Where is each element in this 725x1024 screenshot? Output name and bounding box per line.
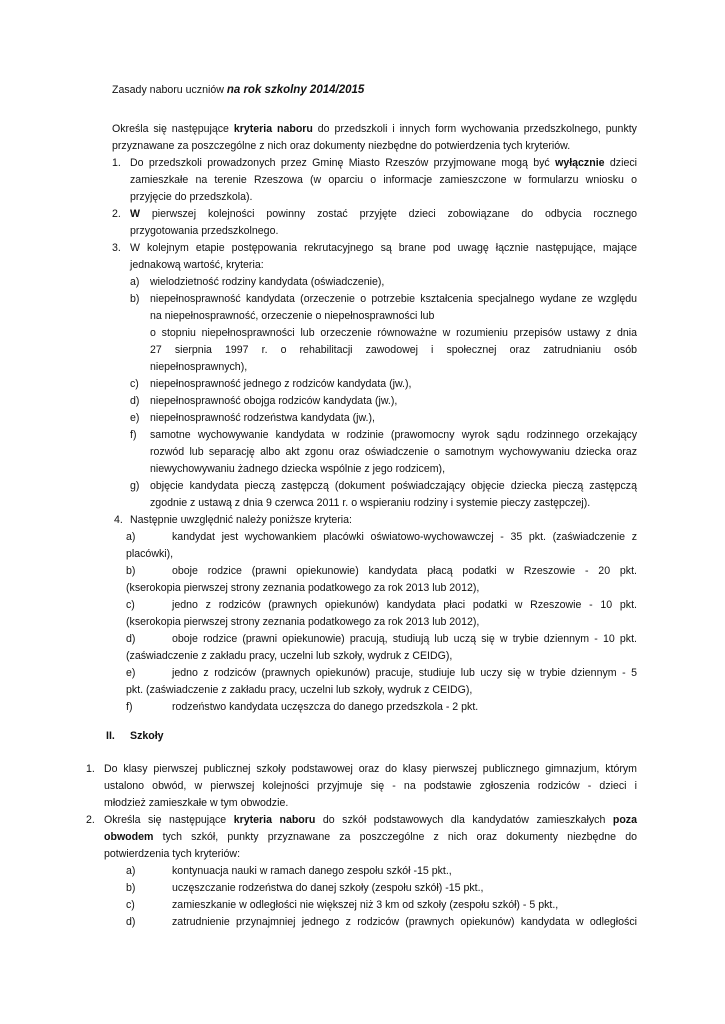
point-2-line-2: przygotowania przedszkolnego.: [130, 225, 279, 237]
point-1-line-3: przyjęcie do przedszkola).: [130, 191, 253, 203]
item-letter: c): [126, 599, 135, 611]
item-letter: c): [126, 899, 135, 911]
point-3-line-1: W kolejnym etapie postępowania rekrutacyjnego są brane pod uwagę łącznie następujące, mające: [130, 242, 637, 254]
point-number: 1.: [112, 157, 121, 169]
item-letter: e): [130, 412, 140, 424]
item-letter: b): [126, 565, 136, 577]
point-number: 1.: [86, 763, 95, 775]
item-letter: c): [130, 378, 139, 390]
title-emphasis: na rok szkolny 2014/2015: [226, 84, 365, 96]
item-letter: a): [126, 531, 136, 543]
item-letter: g): [130, 480, 140, 492]
item-letter: f): [126, 701, 133, 713]
school-criterion: kontynuacja nauki w ramach danego zespołu szkół -15 pkt.,: [172, 865, 452, 877]
points-criterion: kandydat jest wychowankiem placówki oświatowo-wychowawczej - 35 pkt. (zaświadczenie z: [172, 531, 637, 543]
point-1-line-2: zamieszkałe na terenie Rzeszowa (w oparciu o informacje zamieszczone w formularzu wniosku o: [130, 174, 637, 186]
point-number: 3.: [112, 242, 121, 254]
school-point-1-line-1: Do klasy pierwszej publicznej szkoły podstawowej oraz do klasy pierwszej publicznego gimnazjum, którym: [104, 763, 637, 775]
school-criterion: uczęszczanie rodzeństwa do danej szkoły (zespołu szkół) -15 pkt.,: [172, 882, 484, 894]
item-letter: a): [126, 865, 136, 877]
title-plain: Zasady naboru uczniów: [112, 84, 227, 96]
section-heading: Szkoły: [130, 730, 164, 742]
intro-line-1: Określa się następujące kryteria naboru do przedszkoli i innych form wychowania przedszkolnego, punkty: [112, 123, 637, 135]
item-letter: d): [130, 395, 140, 407]
point-2-line-1: W pierwszej kolejności powinny zostać przyjęte dzieci zobowiązane do odbycia rocznego: [130, 208, 637, 220]
school-criterion: zatrudnienie przynajmniej jednego z rodziców (prawnych opiekunów) kandydata w odległości: [172, 916, 637, 928]
points-criterion: oboje rodzice (prawni opiekunowie) kandydata płacą podatki w Rzeszowie - 20 pkt.: [172, 565, 637, 577]
criterion-item-cont: o stopniu niepełnosprawności lub orzeczenie równoważne w rozumieniu przepisów ustawy z dnia: [150, 327, 637, 339]
school-point-2-line-2: obwodem tych szkół, punkty przyznawane za poszczególne z nich oraz dokumenty niezbędne do: [104, 831, 637, 843]
criterion-item: objęcie kandydata pieczą zastępczą (dokument poświadczający objęcie dziecka pieczą zastępczą: [150, 480, 637, 492]
criterion-item: niepełnosprawność jednego z rodziców kandydata (jw.),: [150, 378, 412, 390]
criterion-item: niepełnosprawność rodzeństwa kandydata (jw.),: [150, 412, 375, 424]
points-criterion-cont: placówki),: [126, 548, 174, 560]
points-criterion: rodzeństwo kandydata uczęszcza do danego przedszkola - 2 pkt.: [172, 701, 479, 713]
criterion-item-cont: niepełnosprawnych),: [150, 361, 248, 373]
point-number: 2.: [112, 208, 121, 220]
school-point-1-line-3: młodzież zamieszkałe w tym obwodzie.: [104, 797, 289, 809]
points-criterion-cont: pkt. (zaświadczenie z zakładu pracy, uczelni lub szkoły, wydruk z CEIDG),: [126, 684, 473, 696]
item-letter: b): [130, 293, 140, 305]
point-4-line-1: Następnie uwzględnić należy poniższe kryteria:: [130, 514, 352, 526]
criterion-item: niepełnosprawność obojga rodziców kandydata (jw.),: [150, 395, 398, 407]
item-letter: d): [126, 633, 136, 645]
document-title: [112, 82, 364, 99]
school-point-1-line-2: ustalono obwód, w pierwszej kolejności przyjmuje się - na podstawie zgłoszenia rodziców - dzieci i: [104, 780, 637, 792]
points-criterion-cont: (kserokopia pierwszej strony zeznania podatkowego za rok 2013 lub 2012),: [126, 582, 480, 594]
point-number: 4.: [114, 514, 123, 526]
points-criterion-cont: (kserokopia pierwszej strony zeznania podatkowego za rok 2013 lub 2012),: [126, 616, 480, 628]
item-letter: b): [126, 882, 136, 894]
item-letter: d): [126, 916, 136, 928]
criterion-item: samotne wychowywanie kandydata w rodzinie (prawomocny wyrok sądu rodzinnego orzekający: [150, 429, 637, 441]
section-number: II.: [106, 730, 115, 742]
criterion-item-cont: niewychowywaniu żadnego dziecka wspólnie z jego rodzicem),: [150, 463, 446, 475]
school-criterion: zamieszkanie w odległości nie większej niż 3 km od szkoły (zespołu szkół) - 5 pkt.,: [172, 899, 559, 911]
points-criterion: jedno z rodziców (prawnych opiekunów) kandydata płaci podatki w Rzeszowie - 10 pkt.: [172, 599, 637, 611]
intro-line-2: przyznawane za poszczególne z nich oraz dokumenty niezbędne do potwierdzenia tych kryteriów.: [112, 140, 571, 152]
item-letter: f): [130, 429, 137, 441]
criterion-item-cont: 27 sierpnia 1997 r. o rehabilitacji zawodowej i społecznej oraz zatrudnianiu osób: [150, 344, 637, 356]
point-1-line-1: Do przedszkoli prowadzonych przez Gminę Miasto Rzeszów przyjmowane mogą być wyłącznie dzieci: [130, 157, 637, 169]
points-criterion: jedno z rodziców (prawnych opiekunów) pracuje, studiuje lub uczy się w trybie dziennym - 5: [172, 667, 637, 679]
point-3-line-2: jednakową wartość, kryteria:: [130, 259, 264, 271]
criterion-item-cont: rozwód lub separację albo akt zgonu oraz oświadczenie o samotnym wychowywaniu dziecka oraz: [150, 446, 637, 458]
item-letter: e): [126, 667, 136, 679]
criterion-item: wielodzietność rodziny kandydata (oświadczenie),: [150, 276, 385, 288]
school-point-2-line-1: Określa się następujące kryteria naboru do szkół podstawowych dla kandydatów zamieszkałych poza: [104, 814, 637, 826]
criterion-item-cont: na niepełnosprawność, orzeczenie o niepełnosprawności lub: [150, 310, 435, 322]
criterion-item: niepełnosprawność kandydata (orzeczenie o potrzebie kształcenia specjalnego wydane ze względu: [150, 293, 637, 305]
point-number: 2.: [86, 814, 95, 826]
criterion-item-cont: zgodnie z ustawą z dnia 9 czerwca 2011 r. o wspieraniu rodziny i systemie pieczy zastępczej).: [150, 497, 591, 509]
school-point-2-line-3: potwierdzenia tych kryteriów:: [104, 848, 241, 860]
points-criterion: oboje rodzice (prawni opiekunowie) pracują, studiują lub uczą się w trybie dziennym - 10 pkt.: [172, 633, 637, 645]
item-letter: a): [130, 276, 140, 288]
points-criterion-cont: (zaświadczenie z zakładu pracy, uczelni lub szkoły, wydruk z CEIDG),: [126, 650, 453, 662]
